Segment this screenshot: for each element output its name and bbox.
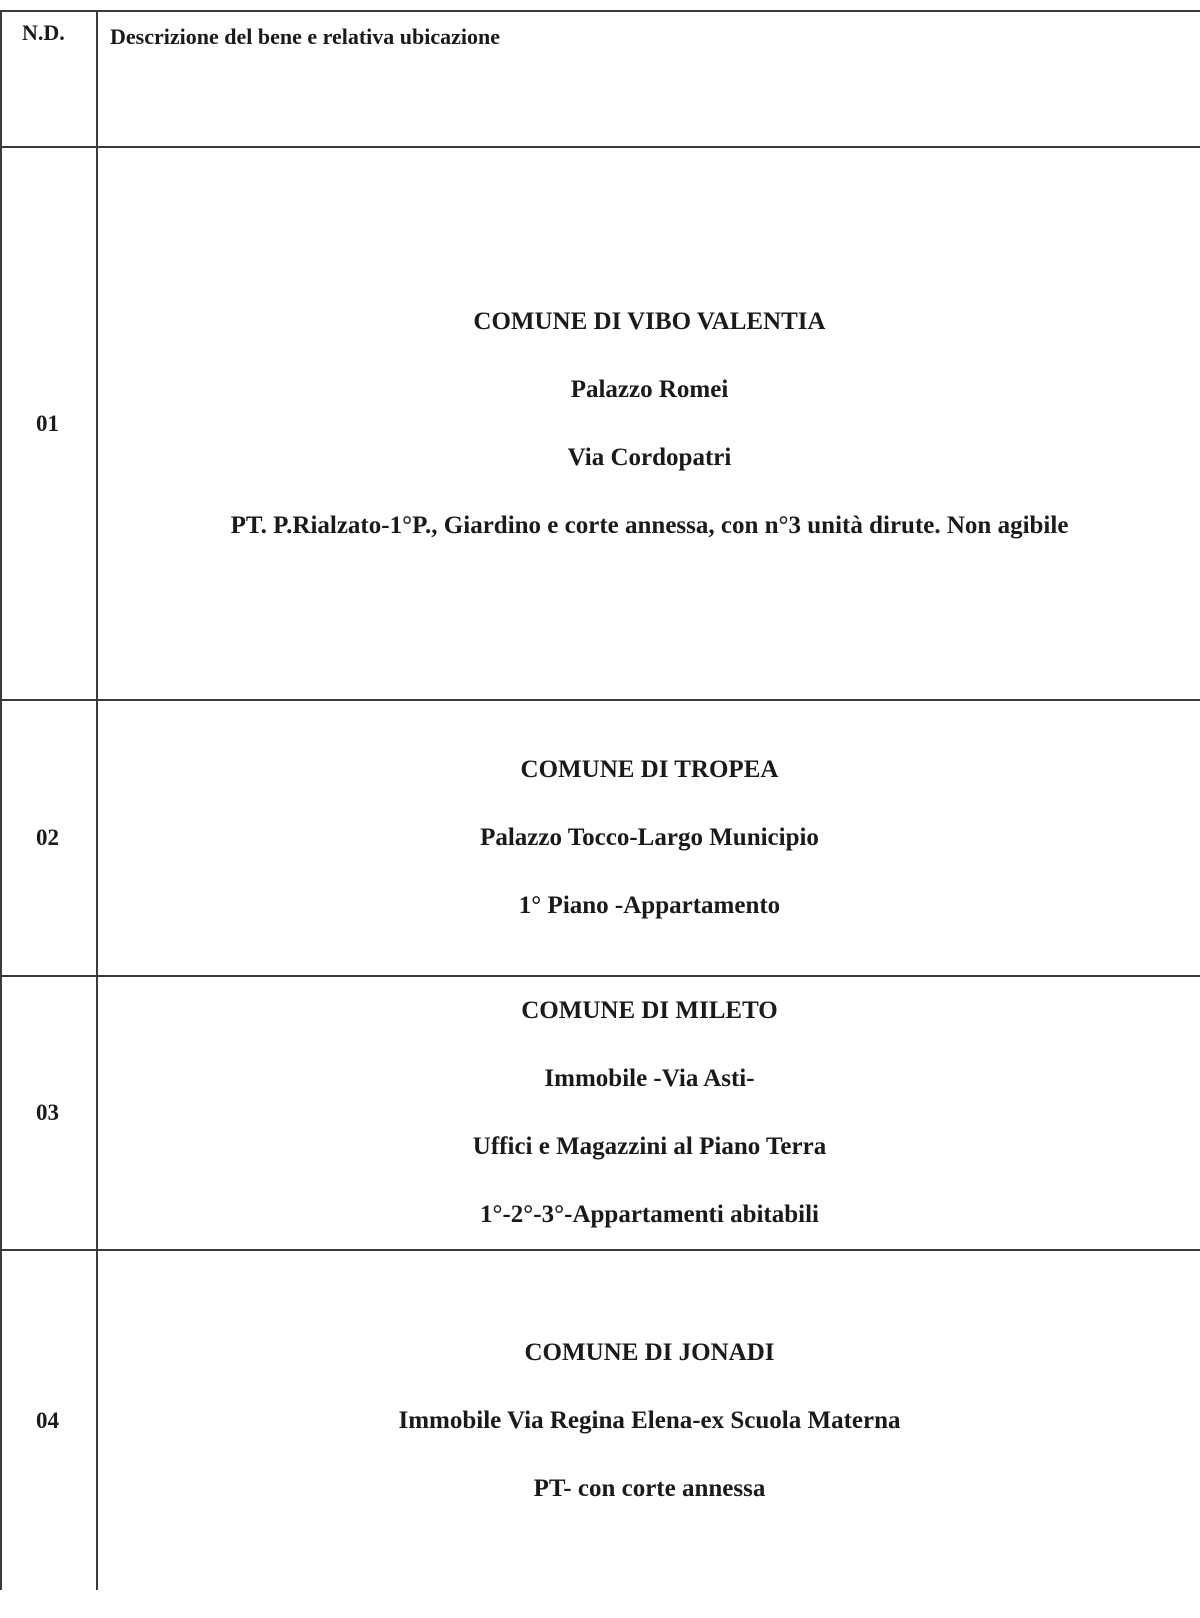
description-line: Immobile Via Regina Elena-ex Scuola Materna [398,1406,901,1434]
row-number: 04 [1,1250,97,1590]
description-line: Immobile -Via Asti- [544,1065,755,1092]
description-line: PT. P.Rialzato-1°P., Giardino e corte annessa, con n°3 unità dirute. Non agibile [230,511,1069,539]
table-row [1,700,1200,976]
description-line: Palazzo Tocco-Largo Municipio [480,824,819,851]
description-line: 1°-2°-3°-Appartamenti abitabili [479,1201,819,1228]
row-description [97,1250,1200,1590]
description-line: Via Cordopatri [567,443,732,471]
header-nd: N.D. [1,11,97,147]
municipality-title: COMUNE DI JONADI [524,1338,775,1366]
municipality-title: COMUNE DI MILETO [521,997,778,1024]
table-header-row [1,11,1200,147]
description-line: Uffici e Magazzini al Piano Terra [472,1133,827,1160]
municipality-title: COMUNE DI VIBO VALENTIA [473,307,826,335]
description-line: 1° Piano -Appartamento [518,892,781,919]
row-number: 01 [1,147,97,700]
row-description [97,147,1200,700]
row-description [97,976,1200,1250]
description-line: Palazzo Romei [570,375,729,403]
description-line: PT- con corte annessa [533,1474,766,1502]
row-number: 03 [1,976,97,1250]
table-row [1,976,1200,1250]
table-row [1,1250,1200,1590]
table-row [1,147,1200,700]
row-description [97,700,1200,976]
property-table [0,10,1200,1590]
header-description: Descrizione del bene e relativa ubicazione [97,11,1200,147]
municipality-title: COMUNE DI TROPEA [520,756,779,783]
row-number: 02 [1,700,97,976]
